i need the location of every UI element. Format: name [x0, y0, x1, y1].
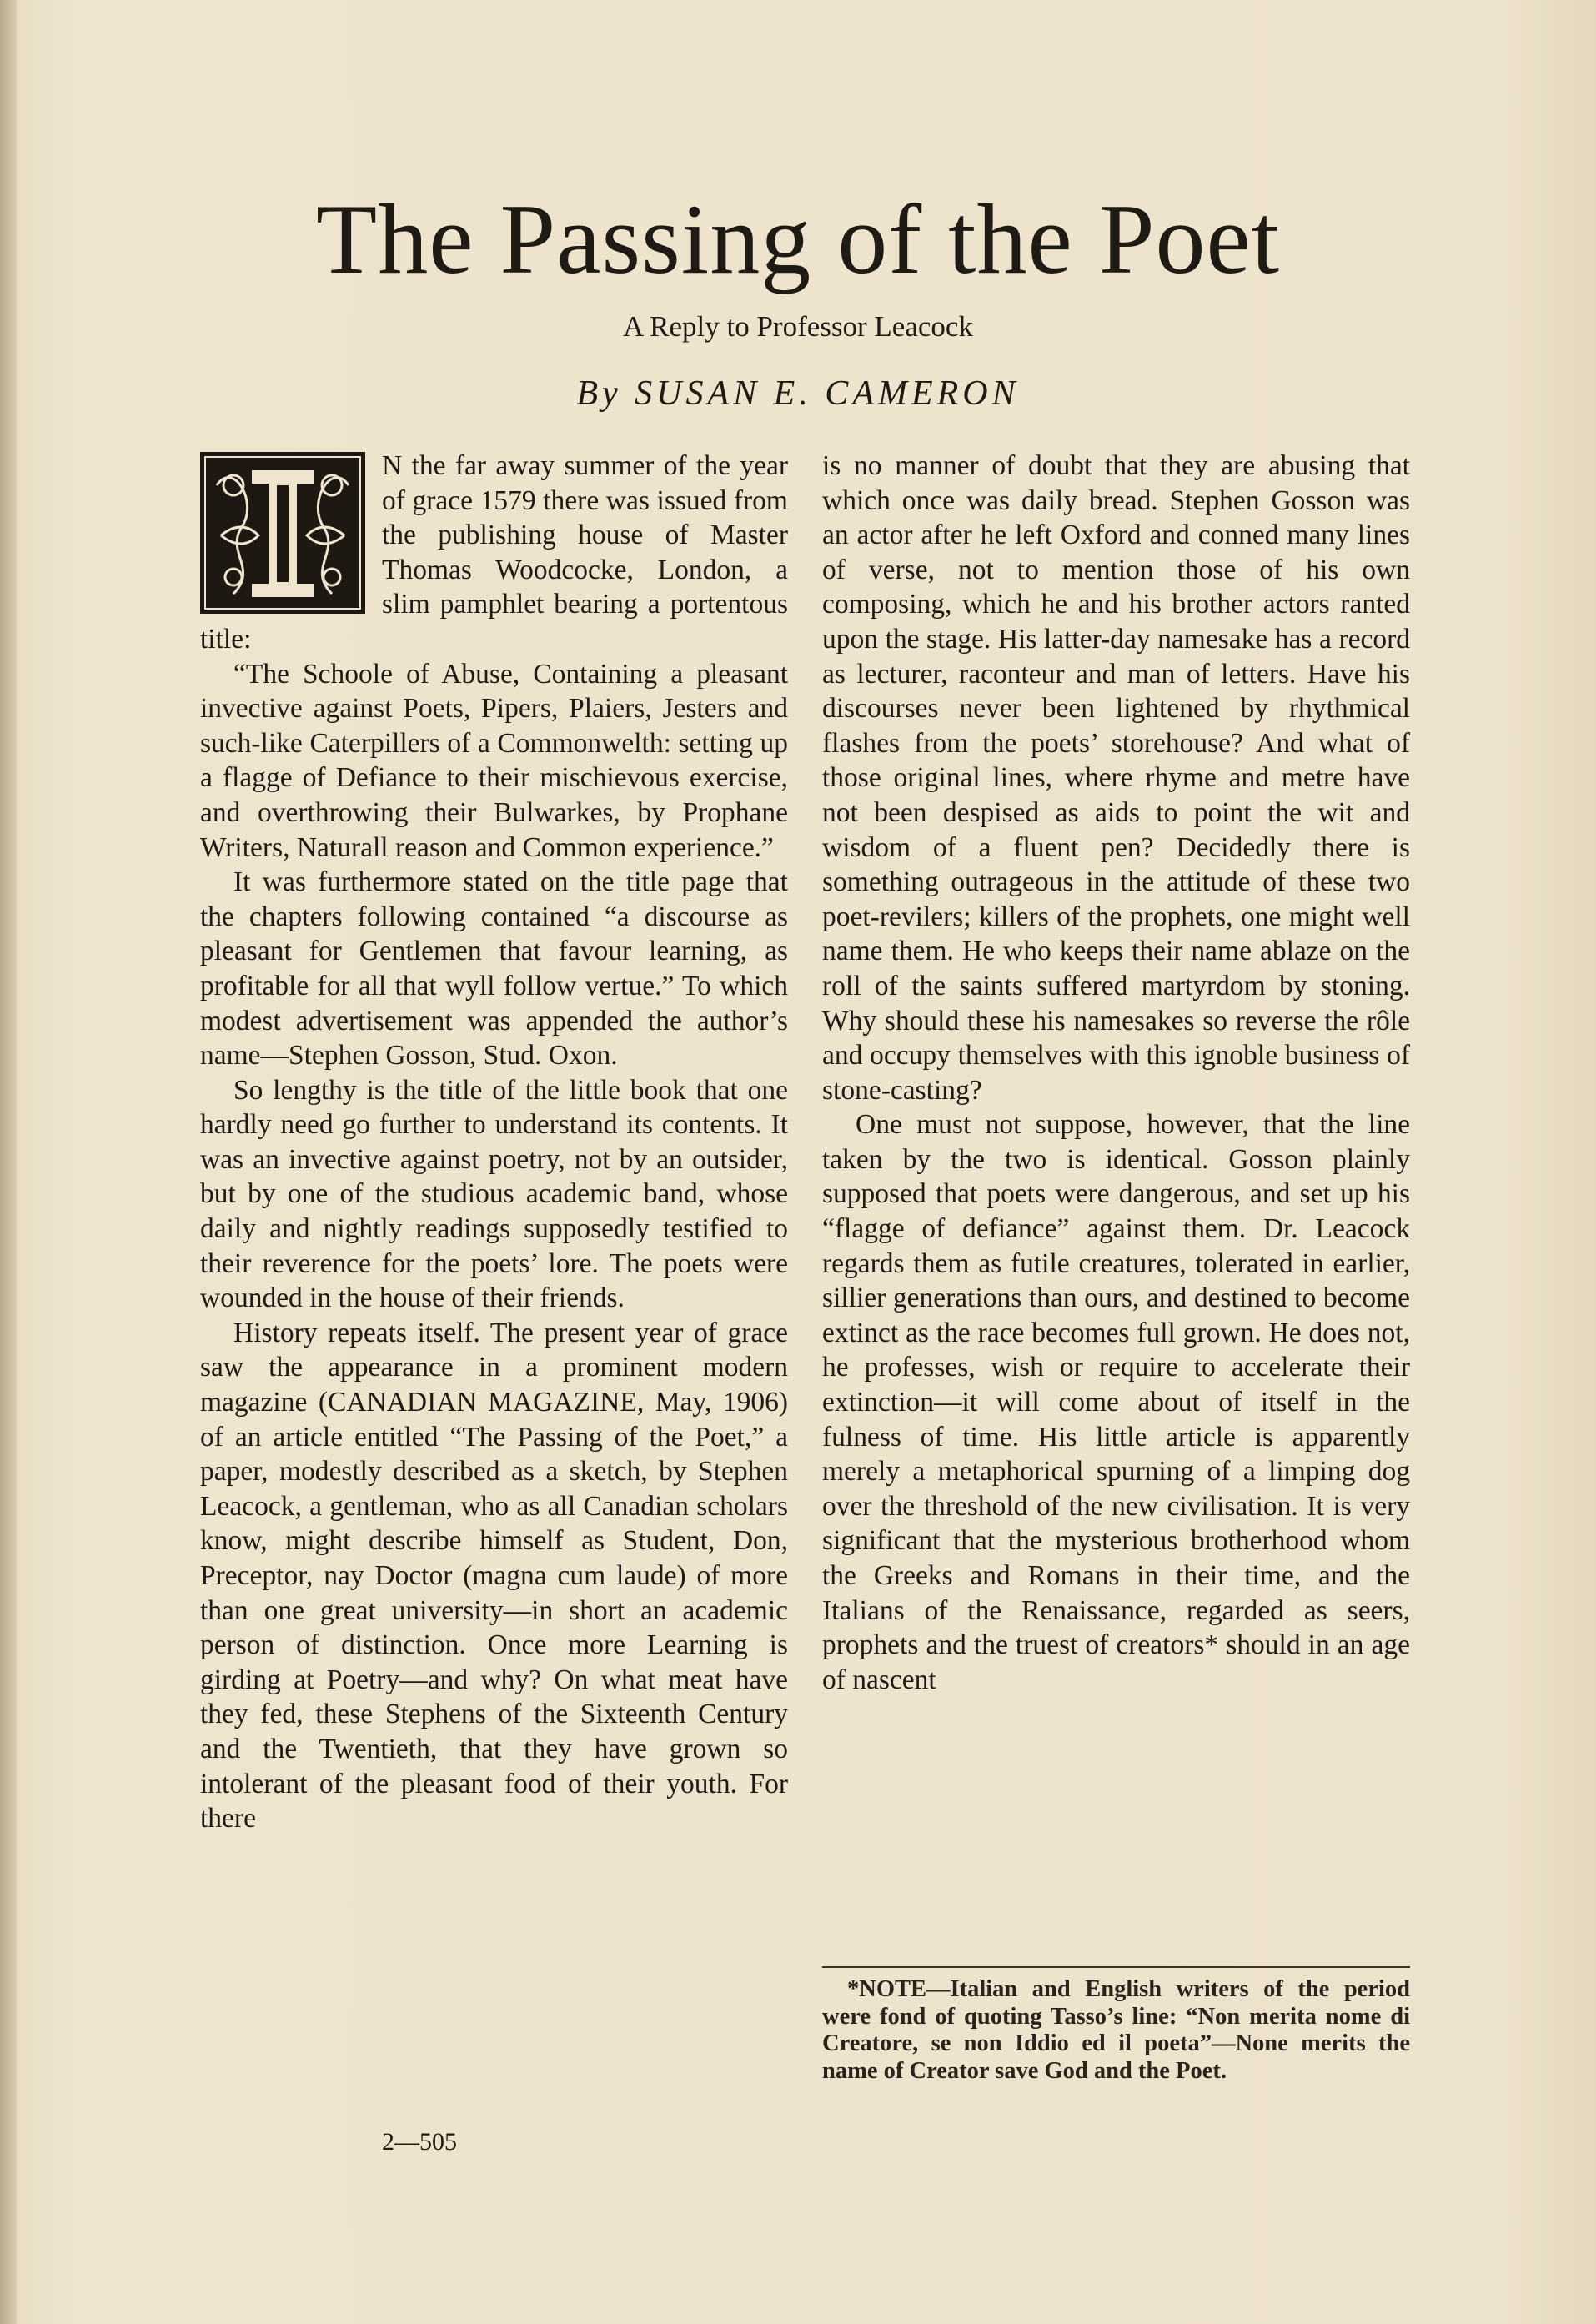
paragraph: History repeats itself. The present year of grace saw the appearance in a prominent modern magazine (CANADIAN MAGAZINE, May, 1906) of an article entitled “The Passing of the Poet,” a paper, modestly described as a sketch, by Stephen Leacock, a gentleman, who as all Canadian scholars know, might describe himself as Student, Don, Preceptor, nay Doctor (magna cum laude) of more than one great university—in short an academic person of distinction. Once more Learning is girding at Poetry—and why? On what meat have they fed, these Stephens of the Sixteenth Century and the Twentieth, that they have grown so intolerant of the pleasant food of their youth. For there — [200, 1317, 788, 1835]
article-subtitle: A Reply to Professor Leacock — [623, 310, 973, 343]
paragraph: N the far away summer of the year of grace 1579 there was issued from the publishing house of Master Thomas Woodcocke, London, a slim pamphlet bearing a portentous title: — [200, 450, 788, 655]
page-binding-edge — [0, 0, 17, 2324]
footnote — [822, 1976, 1410, 2085]
paragraph: So lengthy is the title of the little book that one hardly need go further to understand its contents. It was an invective against poetry, not by an outsider, but by one of the studious academic band, whose daily and nightly readings supposedly testified to their reverence for the poets’ lore. The poets were wounded in the house of their friends. — [200, 1074, 788, 1314]
paragraph: One must not suppose, however, that the line taken by the two is identical. Gosson plainly supposed that poets were dangerous, and set up his “flagge of defiance” against them. Dr. Leacock regards them as futile creatures, tolerated in earlier, sillier generations than ours, and destined to become extinct as the race becomes full grown. He does not, he professes, wish or require to accelerate their extinction—it will come about of itself in the fulness of time. His little article is apparently merely a metaphorical spurning of a limping dog over the threshold of the new civilisation. It is very significant that the mysterious brotherhood whom the Greeks and Romans in their time, and the Italians of the Renaissance, regarded as seers, prophets and the truest of creators* should in an age of nascent — [822, 1109, 1410, 1695]
paragraph: It was furthermore stated on the title page that the chapters following contained “a discourse as pleasant for Gentlemen that favour learning, as profitable for all that wyll follow vertue.” To which modest advertisement was appended the author’s name—Stephen Gosson, Stud. Oxon. — [200, 866, 788, 1072]
article-byline: By SUSAN E. CAMERON — [576, 374, 1020, 413]
footnote-divider — [822, 1966, 1410, 1968]
right-column — [822, 449, 1410, 1697]
svg-text:I: I — [283, 602, 284, 603]
footnote-text: *NOTE—Italian and English writers of the period were fond of quoting Tasso’s line: “Non merita nome di Creatore, se non Iddio ed il poeta”—None merits the name of Creator save God and the Poet. — [822, 1976, 1410, 2084]
ornamental-initial-icon — [200, 452, 365, 614]
paragraph: is no manner of doubt that they are abusing that which once was daily bread. Stephen Gosson was an actor after he left Oxford and conned many lines of verse, not to mention those of his own composing, which he and his brother actors ranted upon the stage. His latter-day namesake has a record as lecturer, raconteur and man of letters. Have his discourses never been lightened by rhythmical flashes from the poets’ storehouse? And what of those original lines, where rhyme and metre have not been despised as aids to point the wit and wisdom of a fluent pen? Decidedly there is something outrageous in the attitude of these two poet-revilers; killers of the prophets, one might well name them. He who keeps their name ablaze on the roll of the saints suffered martyrdom by stoning. Why should these his namesakes so reverse the rôle and occupy themselves with this ignoble business of stone-casting? — [822, 450, 1410, 1106]
page-number: 2—505 — [382, 2128, 457, 2156]
drop-cap-initial — [200, 452, 365, 614]
paragraph: “The Schoole of Abuse, Containing a pleasant invective against Poets, Pipers, Plaiers, Jesters and such-like Caterpillers of a Commonwelth: setting up a flagge of Defiance to their mischievous exercise, and overthrowing their Bulwarkes, by Prophane Writers, Naturall reason and Common experience.” — [200, 658, 788, 863]
left-column — [200, 449, 788, 1836]
article-title: The Passing of the Poet — [315, 183, 1281, 294]
